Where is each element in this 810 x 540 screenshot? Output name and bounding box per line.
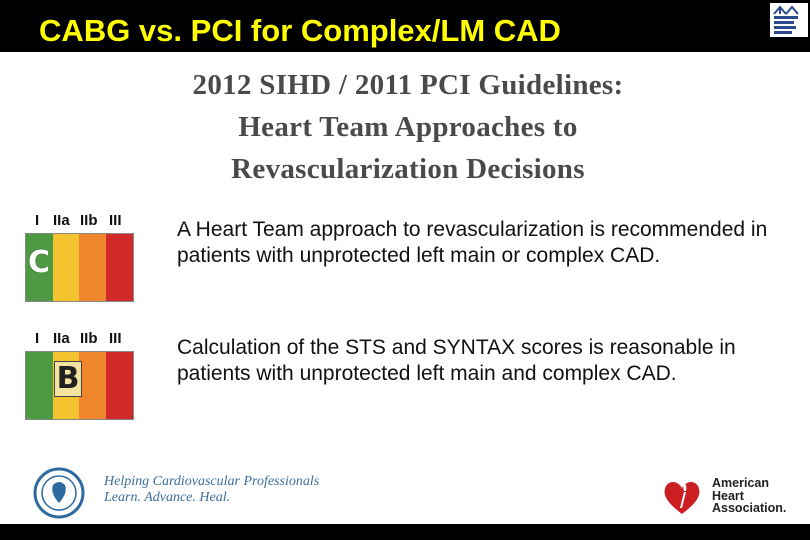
heading-line-1: 2012 SIHD / 2011 PCI Guidelines: [192, 69, 624, 101]
guideline-heading [108, 64, 708, 190]
level-of-evidence-badge: C [27, 245, 51, 280]
class-i-cell [26, 352, 53, 419]
bottom-bar [0, 524, 810, 540]
class-iib-cell [79, 234, 106, 301]
aha-line-3: Association. [712, 501, 787, 515]
class-labels [25, 330, 135, 347]
aha-line-1: American [712, 476, 769, 490]
recommendation-text: A Heart Team approach to revascularization is recommended in patients with unprotected left main or complex CAD. [177, 218, 768, 267]
class-iii-cell [106, 352, 133, 419]
aha-line-2: Heart [712, 488, 744, 503]
class-label-i: I [35, 330, 40, 347]
class-label-iii: III [109, 330, 122, 347]
tagline-line-1: Helping Cardiovascular Professionals [104, 474, 320, 489]
class-label-i: I [35, 212, 40, 229]
slide-title: CABG vs. PCI for Complex/LM CAD [39, 13, 561, 48]
level-of-evidence-badge: B [54, 361, 82, 397]
class-label-iib: IIb [80, 330, 98, 347]
class-label-iia: IIa [53, 330, 70, 347]
aha-wordmark [712, 477, 786, 515]
class-label-iib: IIb [80, 212, 98, 229]
recommendation-text: Calculation of the STS and SYNTAX scores is reasonable in patients with unprotected left main and complex CAD. [177, 336, 736, 385]
class-labels [25, 212, 135, 229]
acc-tagline [104, 474, 319, 506]
class-label-iii: III [109, 212, 122, 229]
aha-heart-torch-icon [662, 478, 702, 516]
class-iii-cell [106, 234, 133, 301]
class-label-iia: IIa [53, 212, 70, 229]
heading-line-3: Revascularization Decisions [231, 153, 585, 185]
mount-sinai-logo [770, 3, 808, 37]
heading-line-2: Heart Team Approaches to [238, 111, 578, 143]
tagline-line-2: Learn. Advance. Heal. [104, 490, 231, 505]
class-iia-cell [53, 234, 79, 301]
class-iib-cell [79, 352, 106, 419]
acc-seal-logo [24, 467, 94, 519]
